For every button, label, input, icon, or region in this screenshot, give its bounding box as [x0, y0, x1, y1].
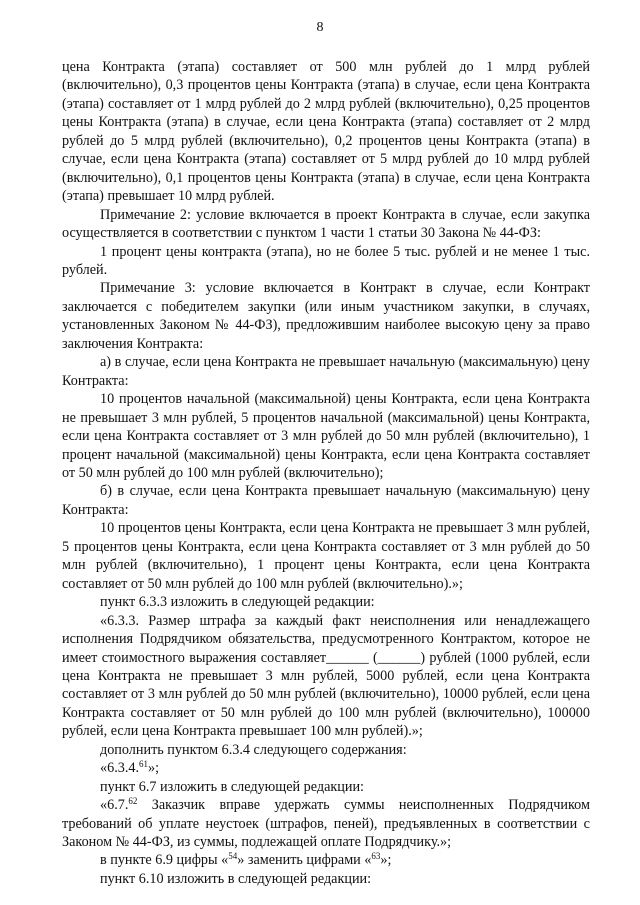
paragraph-610-intro: пункт 6.10 изложить в следующей редакции: — [100, 870, 372, 887]
paragraph-one-percent: 1 процент цены контракта (этапа), но не более 5 тыс. рублей и не менее 1 тыс. рублей. — [62, 243, 590, 278]
paragraph-67-text: Заказчик вправе удержать суммы неисполненных Подрядчиком требований об уплате неустоек (штрафов, пеней), предъявленных в соответствии с Законом № 44-ФЗ, из суммы, подлежащей оплате Подрядчику.»; — [62, 797, 590, 851]
paragraph-633-intro: пункт 6.3.3 изложить в следующей редакции: — [100, 594, 375, 611]
paragraph-case-b-rates: 10 процентов цены Контракта, если цена Контракта не превышает 3 млн рублей, 5 процентов цены Контракта, если цена Контракта составляет от 3 млн рублей до 50 млн рублей (включительно), 1 процент цены Контракта, если цена Контракта составляет от 50 млн рублей до 100 млн рублей (включительно).»; — [62, 520, 590, 592]
paragraph-634-intro: дополнить пунктом 6.3.4 следующего содержания: — [100, 741, 407, 758]
footnote-ref-61: 61 — [139, 759, 149, 770]
paragraph-price-thresholds: цена Контракта (этапа) составляет от 500 млн рублей до 1 млрд рублей (включительно), 0,3 процентов цены Контракта (этапа) в случае, если цена Контракта (этапа) составляет от 1 млрд рублей до 2 млрд рублей (включительно), 0,25 процентов цены Контракта (этапа) в случае, если цена Контракта (этапа) составляет от 2 млрд рублей до 5 млрд рублей (включительно), 0,2 процентов цены Контракта (этапа) в случае, если цена Контракта (этапа) составляет от 5 млрд рублей до 10 млрд рублей (включительно), 0,1 процентов цены Контракта (этапа) в случае, если цена Контракта (этапа) превышает 10 млрд рублей. — [62, 59, 590, 205]
paragraph-633-text: «6.3.3. Размер штрафа за каждый факт неисполнения или ненадлежащего исполнения Подрядчиком обязательства, предусмотренного Контрактом, которое не имеет стоимостного выражения составляет______ (______) рублей (1000 рублей, если цена Контракта не превышает 3 млн рублей, 5000 рублей, если цена Контракта составляет от 3 млн рублей до 50 млн рублей (включительно), 10000 рублей, если цена Контракта составляет от 50 млн рублей до 100 млн рублей (включительно), 100000 рублей, если цена Контракта превышает 100 млн рублей).»; — [62, 612, 590, 740]
paragraph-634 — [62, 759, 590, 777]
footnote-ref-62: 62 — [128, 796, 138, 807]
paragraph-634-text: «6.3.4. — [100, 760, 140, 777]
footnote-ref-63: 63 — [371, 851, 381, 862]
paragraph-case-b: б) в случае, если цена Контракта превышает начальную (максимальную) цену Контракта: — [62, 483, 590, 518]
paragraph-69-part-c: »; — [380, 852, 392, 869]
paragraph-634-tail: »; — [148, 760, 160, 777]
paragraph-note-2: Примечание 2: условие включается в проект Контракта в случае, если закупка осуществляется в соответствии с пунктом 1 части 1 статьи 30 Закона № 44-ФЗ: — [62, 206, 590, 242]
paragraph-67-intro: пункт 6.7 изложить в следующей редакции: — [100, 778, 364, 795]
document-body — [62, 58, 590, 888]
paragraph-67-head: «6.7. — [100, 797, 129, 814]
paragraph-67 — [62, 796, 590, 851]
footnote-ref-54: 54 — [228, 851, 238, 862]
paragraph-note-3: Примечание 3: условие включается в Контракт в случае, если Контракт заключается с победителем закупки (или иным участником закупки, в случаях, установленных Законом № 44-ФЗ), предложившим наиболее высокую цену за право заключения Контракта: — [62, 280, 590, 352]
page-number: 8 — [316, 20, 324, 35]
paragraph-case-a: а) в случае, если цена Контракта не превышает начальную (максимальную) цену Контракта: — [62, 354, 590, 389]
paragraph-69-part-a: в пункте 6.9 цифры « — [100, 852, 229, 869]
paragraph-69-part-b: » заменить цифрами « — [237, 852, 372, 869]
paragraph-case-a-rates: 10 процентов начальной (максимальной) цены Контракта, если цена Контракта не превышает 3 млн рублей, 5 процентов начальной (максимальной) цены Контракта, если цена Контракта составляет от 3 млн рублей до 50 млн рублей (включительно), 1 процент начальной (максимальной) цены Контракта, если цена Контракта составляет от 50 млн рублей до 100 млн рублей (включительно); — [62, 391, 590, 481]
paragraph-69 — [62, 851, 590, 869]
